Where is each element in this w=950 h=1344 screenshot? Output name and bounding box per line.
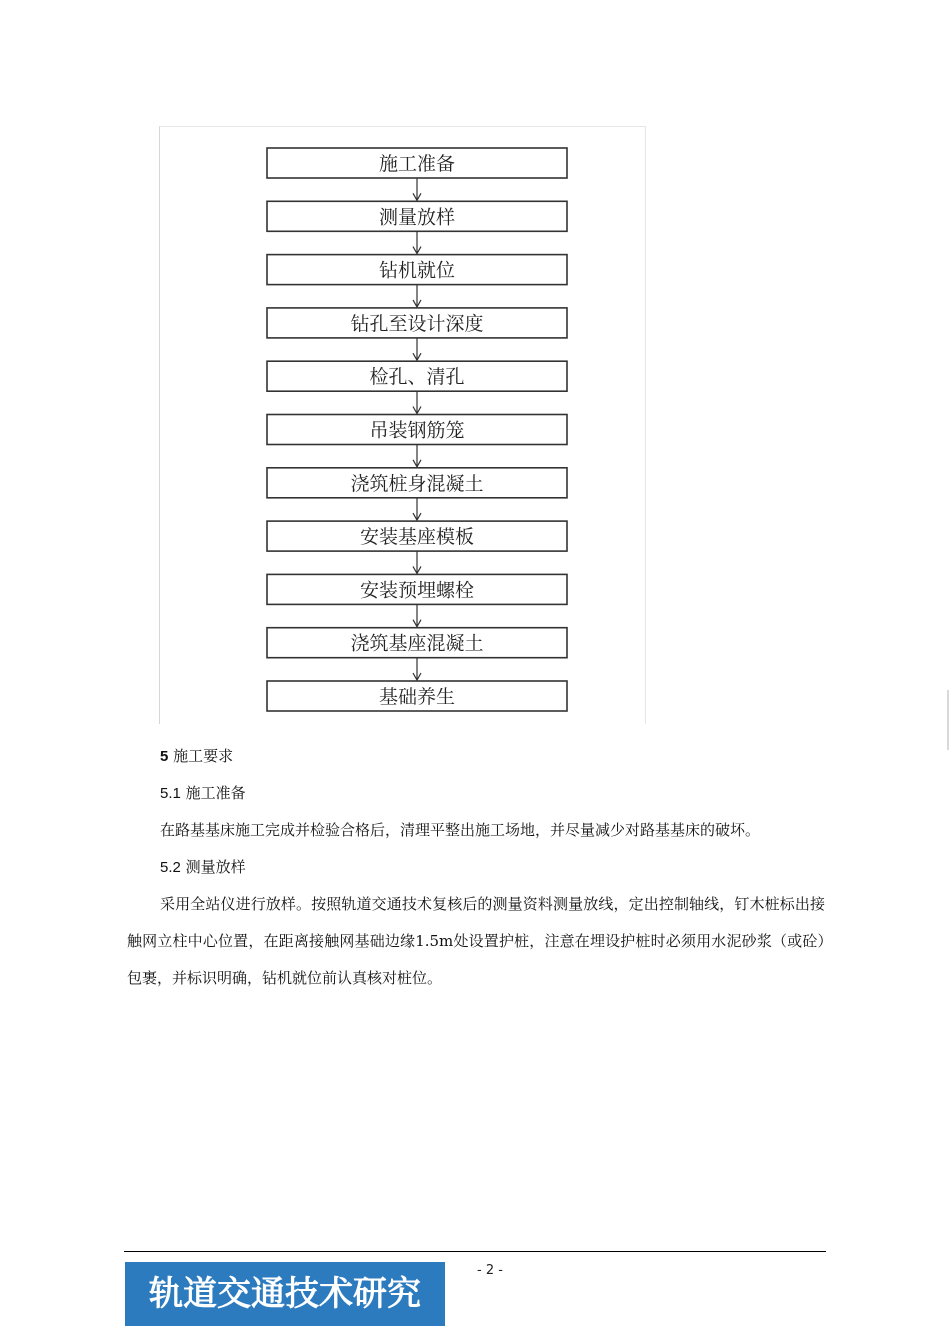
section-5-number: 5 bbox=[160, 748, 169, 765]
section-5-1-number: 5.1 bbox=[160, 785, 181, 802]
section-5-1-title: 施工准备 bbox=[185, 784, 246, 802]
section-5-1-body: 在路基基床施工完成并检验合格后，清理平整出施工场地，并尽量减少对路基基床的破坏。 bbox=[160, 821, 761, 839]
page-number: - 2 - bbox=[477, 1263, 503, 1278]
page-edge-mark bbox=[947, 690, 949, 750]
watermark-logo: 轨道交通技术研究 bbox=[125, 1262, 445, 1326]
flow-step-label: 施工准备 bbox=[378, 153, 456, 175]
section-5-1-heading bbox=[160, 775, 246, 812]
flow-step-label: 钻孔至设计深度 bbox=[350, 312, 484, 335]
flow-step-label: 浇筑桩身混凝土 bbox=[350, 472, 484, 495]
flow-step-label: 吊装钢筋笼 bbox=[369, 419, 465, 442]
section-5-heading bbox=[160, 738, 233, 775]
flow-step-label: 测量放样 bbox=[378, 206, 456, 229]
section-5-2-body: 采用全站仪进行放样。按照轨道交通技术复核后的测量资料测量放线，定出控制轴线，钉木桩标出接触网立柱中心位置，在距离接触网基础边缘1.5m处设置护桩，注意在埋设护桩时必须用水泥砂浆（或砼）包裹，并标识明确，钻机就位前认真核对桩位。 bbox=[127, 895, 825, 987]
section-5-2-heading bbox=[160, 849, 246, 886]
flowchart-figure bbox=[159, 126, 646, 724]
flowchart-diagram bbox=[160, 127, 647, 725]
flow-step-label: 浇筑基座混凝土 bbox=[350, 632, 484, 655]
flow-step-label: 安装预埋螺栓 bbox=[359, 579, 475, 602]
section-5-title: 施工要求 bbox=[173, 747, 234, 765]
flow-step-label: 钻机就位 bbox=[378, 259, 456, 282]
flow-step-label: 检孔、清孔 bbox=[369, 366, 465, 389]
section-5-2-title: 测量放样 bbox=[185, 858, 246, 876]
footer-rule bbox=[124, 1251, 826, 1252]
flow-step-label: 安装基座模板 bbox=[359, 526, 475, 549]
flow-step-label: 基础养生 bbox=[378, 686, 456, 708]
section-5-2-number: 5.2 bbox=[160, 859, 181, 876]
